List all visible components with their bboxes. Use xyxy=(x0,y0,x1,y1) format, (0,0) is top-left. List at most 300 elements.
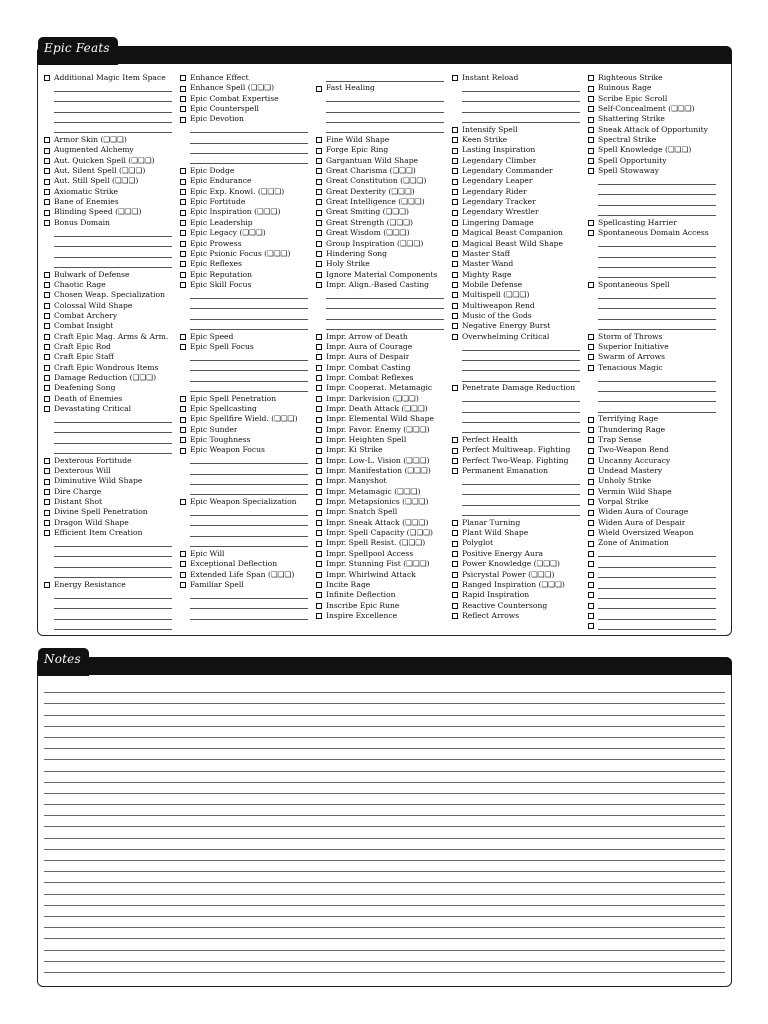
feat-checkbox[interactable] xyxy=(452,220,458,226)
feat-row[interactable] xyxy=(588,518,722,528)
feat-row[interactable] xyxy=(452,290,586,300)
feat-checkbox[interactable] xyxy=(452,541,458,547)
feat-checkbox[interactable] xyxy=(452,520,458,526)
feat-row[interactable] xyxy=(452,311,586,321)
feat-checkbox[interactable] xyxy=(588,520,594,526)
feat-checkbox[interactable] xyxy=(316,541,322,547)
feat-checkbox[interactable] xyxy=(452,272,458,278)
feat-row[interactable] xyxy=(452,590,586,600)
feat-checkbox[interactable] xyxy=(316,396,322,402)
feat-row[interactable] xyxy=(180,559,314,569)
feat-detail-line[interactable] xyxy=(44,590,178,600)
feat-checkbox[interactable] xyxy=(588,479,594,485)
feat-row[interactable] xyxy=(316,476,450,486)
feat-row[interactable] xyxy=(316,435,450,445)
blank-line[interactable] xyxy=(598,271,716,278)
feat-row[interactable] xyxy=(44,332,178,342)
feat-row[interactable] xyxy=(452,176,586,186)
feat-row[interactable] xyxy=(316,176,450,186)
feat-checkbox[interactable] xyxy=(588,282,594,288)
feat-row[interactable] xyxy=(588,135,722,145)
notes-line[interactable] xyxy=(44,827,725,838)
feat-checkbox[interactable] xyxy=(588,582,594,588)
blank-line[interactable] xyxy=(598,251,716,258)
feat-checkbox[interactable] xyxy=(452,179,458,185)
feat-detail-line[interactable] xyxy=(44,570,178,580)
feat-row[interactable] xyxy=(452,570,586,580)
feat-row[interactable] xyxy=(588,445,722,455)
feat-row[interactable] xyxy=(44,311,178,321)
feat-row[interactable] xyxy=(44,290,178,300)
feat-row[interactable] xyxy=(316,404,450,414)
feat-row[interactable] xyxy=(316,487,450,497)
feat-row[interactable] xyxy=(44,342,178,352)
feat-row[interactable] xyxy=(180,228,314,238)
feat-row[interactable] xyxy=(316,590,450,600)
feat-row[interactable] xyxy=(452,207,586,217)
feat-detail-line[interactable] xyxy=(316,311,450,321)
feat-row[interactable] xyxy=(588,125,722,135)
feat-checkbox[interactable] xyxy=(452,210,458,216)
blank-line[interactable] xyxy=(54,447,172,454)
feat-row[interactable] xyxy=(44,176,178,186)
feat-detail-line[interactable] xyxy=(588,207,722,217)
feat-row[interactable] xyxy=(588,425,722,435)
blank-line[interactable] xyxy=(326,323,444,330)
feat-checkbox[interactable] xyxy=(316,468,322,474)
feat-detail-line[interactable] xyxy=(588,404,722,414)
blank-line[interactable] xyxy=(190,530,308,537)
feat-row[interactable] xyxy=(44,373,178,383)
notes-line[interactable] xyxy=(44,917,725,928)
feat-checkbox[interactable] xyxy=(44,582,50,588)
feat-row[interactable] xyxy=(44,156,178,166)
feat-detail-line[interactable] xyxy=(452,394,586,404)
feat-row[interactable] xyxy=(44,73,178,83)
feat-row[interactable] xyxy=(452,166,586,176)
feat-row[interactable] xyxy=(316,497,450,507)
notes-line[interactable] xyxy=(44,951,725,962)
notes-line[interactable] xyxy=(44,939,725,950)
feat-checkbox[interactable] xyxy=(316,179,322,185)
blank-line[interactable] xyxy=(326,313,444,320)
feat-checkbox[interactable] xyxy=(316,458,322,464)
feat-checkbox[interactable] xyxy=(588,613,594,619)
feat-checkbox[interactable] xyxy=(316,365,322,371)
feat-row[interactable] xyxy=(452,611,586,621)
custom-feat-row[interactable] xyxy=(588,570,722,580)
feat-checkbox[interactable] xyxy=(588,117,594,123)
feat-checkbox[interactable] xyxy=(588,127,594,133)
feat-checkbox[interactable] xyxy=(316,199,322,205)
blank-line[interactable] xyxy=(190,602,308,609)
notes-line[interactable] xyxy=(44,693,725,704)
feat-checkbox[interactable] xyxy=(588,220,594,226)
feat-checkbox[interactable] xyxy=(180,344,186,350)
blank-line[interactable] xyxy=(54,550,172,557)
blank-line[interactable] xyxy=(190,126,308,133)
feat-checkbox[interactable] xyxy=(44,458,50,464)
feat-detail-line[interactable] xyxy=(44,104,178,114)
blank-line[interactable] xyxy=(462,344,580,351)
feat-checkbox[interactable] xyxy=(180,189,186,195)
custom-feat-line[interactable] xyxy=(598,592,716,599)
blank-line[interactable] xyxy=(190,592,308,599)
blank-line[interactable] xyxy=(54,592,172,599)
feat-checkbox[interactable] xyxy=(452,448,458,454)
blank-line[interactable] xyxy=(190,509,308,516)
feat-detail-line[interactable] xyxy=(316,321,450,331)
notes-line[interactable] xyxy=(44,861,725,872)
feat-row[interactable] xyxy=(44,383,178,393)
feat-checkbox[interactable] xyxy=(452,551,458,557)
feat-checkbox[interactable] xyxy=(452,137,458,143)
feat-detail-line[interactable] xyxy=(452,414,586,424)
feat-checkbox[interactable] xyxy=(316,251,322,257)
feat-checkbox[interactable] xyxy=(44,489,50,495)
blank-line[interactable] xyxy=(54,95,172,102)
feat-row[interactable] xyxy=(180,239,314,249)
feat-checkbox[interactable] xyxy=(452,313,458,319)
feat-detail-line[interactable] xyxy=(588,197,722,207)
blank-line[interactable] xyxy=(598,178,716,185)
blank-line[interactable] xyxy=(54,126,172,133)
feat-checkbox[interactable] xyxy=(44,168,50,174)
feat-detail-line[interactable] xyxy=(588,321,722,331)
feat-row[interactable] xyxy=(316,570,450,580)
feat-row[interactable] xyxy=(316,394,450,404)
feat-row[interactable] xyxy=(316,187,450,197)
notes-line[interactable] xyxy=(44,704,725,715)
feat-checkbox[interactable] xyxy=(452,189,458,195)
blank-line[interactable] xyxy=(190,478,308,485)
feat-row[interactable] xyxy=(316,249,450,259)
feat-detail-line[interactable] xyxy=(180,456,314,466)
feat-detail-line[interactable] xyxy=(180,528,314,538)
feat-detail-line[interactable] xyxy=(44,538,178,548)
feat-row[interactable] xyxy=(316,601,450,611)
feat-row[interactable] xyxy=(588,83,722,93)
feat-detail-line[interactable] xyxy=(452,352,586,362)
feat-checkbox[interactable] xyxy=(452,230,458,236)
feat-checkbox[interactable] xyxy=(44,396,50,402)
feat-checkbox[interactable] xyxy=(588,541,594,547)
custom-feat-line[interactable] xyxy=(598,550,716,557)
custom-feat-line[interactable] xyxy=(598,582,716,589)
feat-detail-line[interactable] xyxy=(180,125,314,135)
feat-checkbox[interactable] xyxy=(180,261,186,267)
feat-checkbox[interactable] xyxy=(588,334,594,340)
feat-checkbox[interactable] xyxy=(44,313,50,319)
feat-detail-line[interactable] xyxy=(44,239,178,249)
feat-detail-line[interactable] xyxy=(452,373,586,383)
feat-checkbox[interactable] xyxy=(452,251,458,257)
feat-row[interactable] xyxy=(452,239,586,249)
feat-row[interactable] xyxy=(44,145,178,155)
feat-detail-line[interactable] xyxy=(44,259,178,269)
feat-row[interactable] xyxy=(316,207,450,217)
feat-checkbox[interactable] xyxy=(44,282,50,288)
feat-checkbox[interactable] xyxy=(316,272,322,278)
blank-line[interactable] xyxy=(598,385,716,392)
feat-detail-line[interactable] xyxy=(452,497,586,507)
feat-detail-line[interactable] xyxy=(180,611,314,621)
notes-line[interactable] xyxy=(44,872,725,883)
feat-checkbox[interactable] xyxy=(180,582,186,588)
feat-checkbox[interactable] xyxy=(44,137,50,143)
feat-checkbox[interactable] xyxy=(44,334,50,340)
blank-line[interactable] xyxy=(462,426,580,433)
notes-line[interactable] xyxy=(44,906,725,917)
blank-line[interactable] xyxy=(54,437,172,444)
feat-checkbox[interactable] xyxy=(44,148,50,154)
feat-checkbox[interactable] xyxy=(316,499,322,505)
feat-checkbox[interactable] xyxy=(588,148,594,154)
blank-line[interactable] xyxy=(54,240,172,247)
feat-row[interactable] xyxy=(588,145,722,155)
feat-row[interactable] xyxy=(44,270,178,280)
feat-checkbox[interactable] xyxy=(452,127,458,133)
blank-line[interactable] xyxy=(462,364,580,371)
feat-row[interactable] xyxy=(588,456,722,466)
feat-row[interactable] xyxy=(588,73,722,83)
blank-line[interactable] xyxy=(54,561,172,568)
notes-line[interactable] xyxy=(44,816,725,827)
feat-checkbox[interactable] xyxy=(452,572,458,578)
custom-feat-row[interactable] xyxy=(588,621,722,631)
feat-checkbox[interactable] xyxy=(588,75,594,81)
feat-row[interactable] xyxy=(316,239,450,249)
feat-detail-line[interactable] xyxy=(180,487,314,497)
feat-row[interactable] xyxy=(316,456,450,466)
notes-line[interactable] xyxy=(44,962,725,973)
feat-checkbox[interactable] xyxy=(316,158,322,164)
feat-row[interactable] xyxy=(452,518,586,528)
feat-row[interactable] xyxy=(588,497,722,507)
feat-row[interactable] xyxy=(44,197,178,207)
feat-checkbox[interactable] xyxy=(316,282,322,288)
feat-checkbox[interactable] xyxy=(316,385,322,391)
feat-row[interactable] xyxy=(316,373,450,383)
blank-line[interactable] xyxy=(190,488,308,495)
blank-line[interactable] xyxy=(54,116,172,123)
notes-line[interactable] xyxy=(44,727,725,738)
feat-checkbox[interactable] xyxy=(180,230,186,236)
feat-row[interactable] xyxy=(588,104,722,114)
feat-row[interactable] xyxy=(316,559,450,569)
notes-line[interactable] xyxy=(44,850,725,861)
feat-checkbox[interactable] xyxy=(588,344,594,350)
feat-checkbox[interactable] xyxy=(180,251,186,257)
blank-line[interactable] xyxy=(54,251,172,258)
feat-row[interactable] xyxy=(44,580,178,590)
feat-row[interactable] xyxy=(180,497,314,507)
feat-row[interactable] xyxy=(588,228,722,238)
notes-line[interactable] xyxy=(44,760,725,771)
feat-checkbox[interactable] xyxy=(44,220,50,226)
blank-line[interactable] xyxy=(462,499,580,506)
feat-checkbox[interactable] xyxy=(180,210,186,216)
feat-checkbox[interactable] xyxy=(180,334,186,340)
notes-line[interactable] xyxy=(44,772,725,783)
feat-checkbox[interactable] xyxy=(588,168,594,174)
feat-checkbox[interactable] xyxy=(44,210,50,216)
feat-row[interactable] xyxy=(180,570,314,580)
feat-row[interactable] xyxy=(452,435,586,445)
feat-checkbox[interactable] xyxy=(452,148,458,154)
feat-row[interactable] xyxy=(44,487,178,497)
feat-detail-line[interactable] xyxy=(588,249,722,259)
feat-checkbox[interactable] xyxy=(180,406,186,412)
feat-checkbox[interactable] xyxy=(588,551,594,557)
feat-checkbox[interactable] xyxy=(180,396,186,402)
feat-row[interactable] xyxy=(44,301,178,311)
feat-row[interactable] xyxy=(452,383,586,393)
custom-feat-row[interactable] xyxy=(588,549,722,559)
blank-line[interactable] xyxy=(190,540,308,547)
feat-detail-line[interactable] xyxy=(452,104,586,114)
feat-checkbox[interactable] xyxy=(180,75,186,81)
feat-checkbox[interactable] xyxy=(316,241,322,247)
blank-line[interactable] xyxy=(462,354,580,361)
feat-row[interactable] xyxy=(588,114,722,124)
feat-detail-line[interactable] xyxy=(44,414,178,424)
feat-checkbox[interactable] xyxy=(316,220,322,226)
feat-row[interactable] xyxy=(316,507,450,517)
feat-checkbox[interactable] xyxy=(588,230,594,236)
blank-line[interactable] xyxy=(326,302,444,309)
notes-line[interactable] xyxy=(44,738,725,749)
blank-line[interactable] xyxy=(462,395,580,402)
notes-line[interactable] xyxy=(44,783,725,794)
feat-row[interactable] xyxy=(180,73,314,83)
feat-row[interactable] xyxy=(588,487,722,497)
feat-row[interactable] xyxy=(180,414,314,424)
feat-row[interactable] xyxy=(588,538,722,548)
blank-line[interactable] xyxy=(598,375,716,382)
feat-row[interactable] xyxy=(44,476,178,486)
feat-checkbox[interactable] xyxy=(44,199,50,205)
feat-row[interactable] xyxy=(180,176,314,186)
feat-row[interactable] xyxy=(452,259,586,269)
blank-line[interactable] xyxy=(326,116,444,123)
feat-detail-line[interactable] xyxy=(44,621,178,631)
feat-checkbox[interactable] xyxy=(44,344,50,350)
feat-checkbox[interactable] xyxy=(588,572,594,578)
feat-row[interactable] xyxy=(44,280,178,290)
feat-checkbox[interactable] xyxy=(44,354,50,360)
feat-checkbox[interactable] xyxy=(588,365,594,371)
feat-checkbox[interactable] xyxy=(452,458,458,464)
feat-checkbox[interactable] xyxy=(316,354,322,360)
feat-detail-line[interactable] xyxy=(588,373,722,383)
feat-row[interactable] xyxy=(452,301,586,311)
feat-detail-line[interactable] xyxy=(180,135,314,145)
feat-detail-line[interactable] xyxy=(452,363,586,373)
feat-row[interactable] xyxy=(316,414,450,424)
feat-checkbox[interactable] xyxy=(588,603,594,609)
feat-checkbox[interactable] xyxy=(316,261,322,267)
feat-checkbox[interactable] xyxy=(588,468,594,474)
feat-detail-line[interactable] xyxy=(44,228,178,238)
feat-checkbox[interactable] xyxy=(588,530,594,536)
feat-checkbox[interactable] xyxy=(588,592,594,598)
feat-row[interactable] xyxy=(316,363,450,373)
feat-checkbox[interactable] xyxy=(180,272,186,278)
blank-line[interactable] xyxy=(190,364,308,371)
feat-row[interactable] xyxy=(316,518,450,528)
feat-checkbox[interactable] xyxy=(180,499,186,505)
feat-detail-line[interactable] xyxy=(588,187,722,197)
feat-detail-line[interactable] xyxy=(588,176,722,186)
feat-row[interactable] xyxy=(316,228,450,238)
feat-detail-line[interactable] xyxy=(588,290,722,300)
feat-row[interactable] xyxy=(44,528,178,538)
feat-detail-line[interactable] xyxy=(44,114,178,124)
feat-row[interactable] xyxy=(588,218,722,228)
blank-line[interactable] xyxy=(598,406,716,413)
feat-checkbox[interactable] xyxy=(588,510,594,516)
blank-line[interactable] xyxy=(54,416,172,423)
blank-line[interactable] xyxy=(462,106,580,113)
feat-detail-line[interactable] xyxy=(180,518,314,528)
blank-line[interactable] xyxy=(598,292,716,299)
feat-row[interactable] xyxy=(588,156,722,166)
feat-checkbox[interactable] xyxy=(316,479,322,485)
feat-row[interactable] xyxy=(180,197,314,207)
custom-feat-line[interactable] xyxy=(598,561,716,568)
feat-row[interactable] xyxy=(452,601,586,611)
blank-line[interactable] xyxy=(190,313,308,320)
feat-row[interactable] xyxy=(316,270,450,280)
feat-checkbox[interactable] xyxy=(316,168,322,174)
feat-checkbox[interactable] xyxy=(44,179,50,185)
feat-row[interactable] xyxy=(180,270,314,280)
feat-row[interactable] xyxy=(452,249,586,259)
feat-checkbox[interactable] xyxy=(588,354,594,360)
blank-line[interactable] xyxy=(462,488,580,495)
feat-row[interactable] xyxy=(316,611,450,621)
blank-line[interactable] xyxy=(190,147,308,154)
feat-row[interactable] xyxy=(316,280,450,290)
feat-checkbox[interactable] xyxy=(180,117,186,123)
feat-checkbox[interactable] xyxy=(452,437,458,443)
feat-detail-line[interactable] xyxy=(316,73,450,83)
feat-row[interactable] xyxy=(316,156,450,166)
feat-row[interactable] xyxy=(180,249,314,259)
blank-line[interactable] xyxy=(598,261,716,268)
feat-row[interactable] xyxy=(588,528,722,538)
blank-line[interactable] xyxy=(190,323,308,330)
feat-checkbox[interactable] xyxy=(180,199,186,205)
blank-line[interactable] xyxy=(598,188,716,195)
feat-checkbox[interactable] xyxy=(452,261,458,267)
feat-detail-line[interactable] xyxy=(44,601,178,611)
feat-checkbox[interactable] xyxy=(588,106,594,112)
blank-line[interactable] xyxy=(462,375,580,382)
blank-line[interactable] xyxy=(462,85,580,92)
blank-line[interactable] xyxy=(190,613,308,620)
feat-checkbox[interactable] xyxy=(44,292,50,298)
blank-line[interactable] xyxy=(462,509,580,516)
notes-line[interactable] xyxy=(44,928,725,939)
blank-line[interactable] xyxy=(54,106,172,113)
feat-detail-line[interactable] xyxy=(588,301,722,311)
feat-checkbox[interactable] xyxy=(452,241,458,247)
feat-row[interactable] xyxy=(316,259,450,269)
blank-line[interactable] xyxy=(190,157,308,164)
custom-feat-row[interactable] xyxy=(588,601,722,611)
